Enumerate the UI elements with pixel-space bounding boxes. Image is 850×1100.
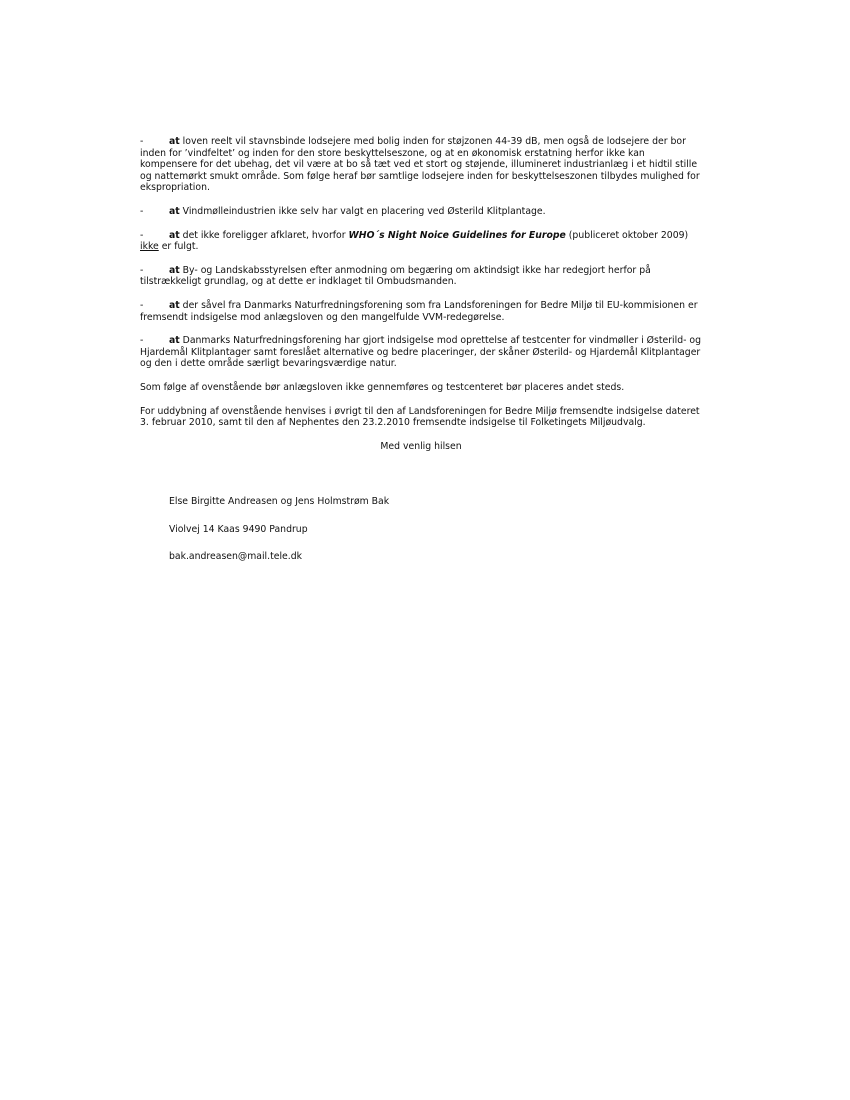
bullet-text: loven reelt vil stavnsbinde lodsejere med bolig inden for støjzonen 44-39 dB, men også de lodsejere der bor inden for ’vindfeltet’ og inden for den store beskyttelseszone, og at en økonomisk erstatning herfor ikke kan kompensere for det ubehag, det vil være at bo så tæt ved et stort og støjende, illumineret industrianlæg i et hidtil stille og nattemørkt smukt område. Som følge heraf bør samtlige lodsejere inden for beskyttelseszonen tilbydes mulighed for ekspropriation. — [140, 136, 700, 194]
bullet-keyword: at — [169, 299, 180, 311]
closing-salutation: Med venlig hilsen — [380, 440, 462, 452]
bullet-text: det ikke foreligger afklaret, hvorfor — [179, 229, 349, 241]
bullet-item-5 — [140, 300, 702, 323]
bullet-keyword: at — [169, 335, 180, 347]
who-guidelines-title: WHO´s Night Noice Guidelines for Europe — [348, 229, 566, 241]
bullet-dash: - — [140, 205, 144, 217]
bullet-text: der såvel fra Danmarks Naturfredningsforening som fra Landsforeningen for Bedre Miljø til EU-kommisionen er fremsendt indsigelse mod anlægsloven og den mangelfulde VVM-redegørelse. — [140, 299, 698, 323]
bullet-dash: - — [140, 264, 144, 276]
bullet-dash: - — [140, 229, 144, 241]
bullet-text: (publiceret oktober 2009) — [565, 229, 689, 241]
bullet-text: By- og Landskabsstyrelsen efter anmodning om begæring om aktindsigt ikke har redegjort herfor på tilstrækkeligt grundlag, og at dette er indklaget til Ombudsmanden. — [140, 264, 651, 288]
signature-email[interactable]: bak.andreasen@mail.tele.dk — [169, 551, 302, 563]
underlined-word: ikke — [140, 241, 159, 253]
letter-body — [140, 136, 702, 563]
bullet-text: er fulgt. — [158, 241, 199, 253]
bullet-dash: - — [140, 136, 144, 147]
bullet-dash: - — [140, 335, 144, 347]
signature-block — [169, 496, 702, 563]
bullet-keyword: at — [169, 136, 180, 147]
bullet-item-2 — [140, 206, 702, 218]
bullet-keyword: at — [169, 229, 180, 241]
bullet-item-6 — [140, 335, 702, 370]
bullet-text: Danmarks Naturfredningsforening har gjort indsigelse mod oprettelse af testcenter for vindmøller i Østerild- og Hjardemål Klitplantager samt foreslået alternative og bedre placeringer, der skåner Østerild- og Hjardemål Klitplantager og den i dette område særligt bevaringsværdige natur. — [140, 335, 701, 370]
bullet-item-1 — [140, 136, 702, 194]
signature-names: Else Birgitte Andreasen og Jens Holmstrøm Bak — [169, 496, 390, 508]
bullet-item-4 — [140, 265, 702, 288]
conclusion-paragraph: Som følge af ovenstående bør anlægsloven ikke gennemføres og testcenteret bør placeres andet steds. — [140, 381, 625, 393]
bullet-dash: - — [140, 299, 144, 311]
bullet-keyword: at — [169, 264, 180, 276]
bullet-keyword: at — [169, 205, 180, 217]
reference-paragraph: For uddybning af ovenstående henvises i øvrigt til den af Landsforeningen for Bedre Miljø fremsendte indsigelse dateret 3. februar 2010, samt til den af Nephentes den 23.2.2010 fremsendte indsigelse til Folketingets Miljøudvalg. — [140, 405, 700, 429]
signature-address: Violvej 14 Kaas 9490 Pandrup — [169, 523, 308, 535]
bullet-item-3 — [140, 230, 702, 253]
bullet-text: Vindmølleindustrien ikke selv har valgt en placering ved Østerild Klitplantage. — [179, 205, 546, 217]
